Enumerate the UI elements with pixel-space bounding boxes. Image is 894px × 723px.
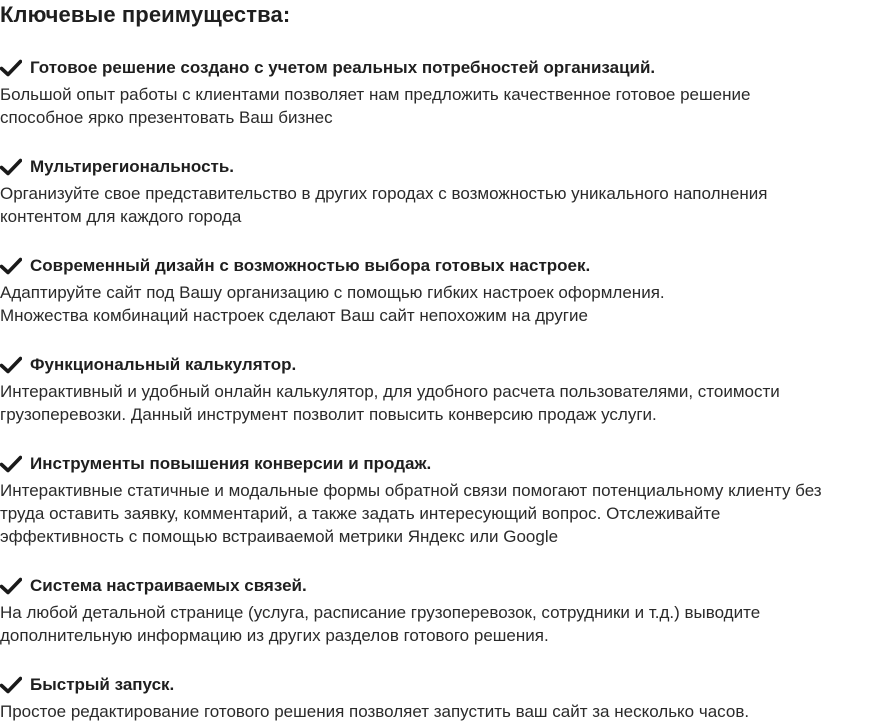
- feature-title: Готовое решение создано с учетом реальных потребностей организаций.: [30, 58, 656, 77]
- feature-title: Быстрый запуск.: [30, 675, 175, 694]
- page-title: Ключевые преимущества:: [0, 2, 291, 27]
- feature-description: [0, 479, 894, 548]
- feature-title: Современный дизайн с возможностью выбора готовых настроек.: [30, 256, 591, 275]
- checkmark-icon: [0, 676, 22, 694]
- feature-description: [0, 601, 894, 647]
- description-line: дополнительную информацию из других разделов готового решения.: [0, 626, 549, 645]
- feature-quick-launch: [0, 674, 894, 723]
- feature-title: Функциональный калькулятор.: [30, 355, 297, 374]
- feature-description: [0, 700, 894, 723]
- checkmark-icon: [0, 356, 22, 374]
- feature-conversion-tools: [0, 453, 894, 548]
- description-line: грузоперевозки. Данный инструмент позволит повысить конверсию продаж услуги.: [0, 405, 657, 424]
- checkmark-icon: [0, 158, 22, 176]
- feature-modern-design: [0, 255, 894, 327]
- feature-description: [0, 380, 894, 426]
- description-line: Простое редактирование готового решения позволяет запустить ваш сайт за несколько часов.: [0, 702, 750, 721]
- description-line: эффективность с помощью встраиваемой метрики Яндекс или Google: [0, 527, 559, 546]
- description-line: Адаптируйте сайт под Вашу организацию с помощью гибких настроек оформления.: [0, 283, 665, 302]
- description-line: контентом для каждого города: [0, 207, 242, 226]
- checkmark-icon: [0, 577, 22, 595]
- feature-custom-links: [0, 575, 894, 647]
- feature-calculator: [0, 354, 894, 426]
- description-line: Организуйте свое представительство в других городах с возможностью уникального наполнения: [0, 184, 768, 203]
- checkmark-icon: [0, 257, 22, 275]
- feature-title: Инструменты повышения конверсии и продаж.: [30, 454, 432, 473]
- feature-title: Мультирегиональность.: [30, 157, 235, 176]
- description-line: Интерактивный и удобный онлайн калькулятор, для удобного расчета пользователями, стоимости: [0, 382, 780, 401]
- description-line: На любой детальной странице (услуга, расписание грузоперевозок, сотрудники и т.д.) выводите: [0, 603, 761, 622]
- checkmark-icon: [0, 59, 22, 77]
- description-line: Множества комбинаций настроек сделают Ваш сайт непохожим на другие: [0, 306, 588, 325]
- feature-title: Система настраиваемых связей.: [30, 576, 307, 595]
- description-line: Интерактивные статичные и модальные формы обратной связи помогают потенциальному клиенту без: [0, 481, 822, 500]
- feature-multiregional: [0, 156, 894, 228]
- description-line: Большой опыт работы с клиентами позволяет нам предложить качественное готовое решение: [0, 85, 751, 104]
- checkmark-icon: [0, 455, 22, 473]
- feature-description: [0, 281, 894, 327]
- feature-description: [0, 182, 894, 228]
- description-line: труда оставить заявку, комментарий, а также задать интересующий вопрос. Отслеживайте: [0, 504, 721, 523]
- feature-description: [0, 83, 894, 129]
- description-line: способное ярко презентовать Ваш бизнес: [0, 108, 333, 127]
- feature-ready-solution: [0, 57, 894, 129]
